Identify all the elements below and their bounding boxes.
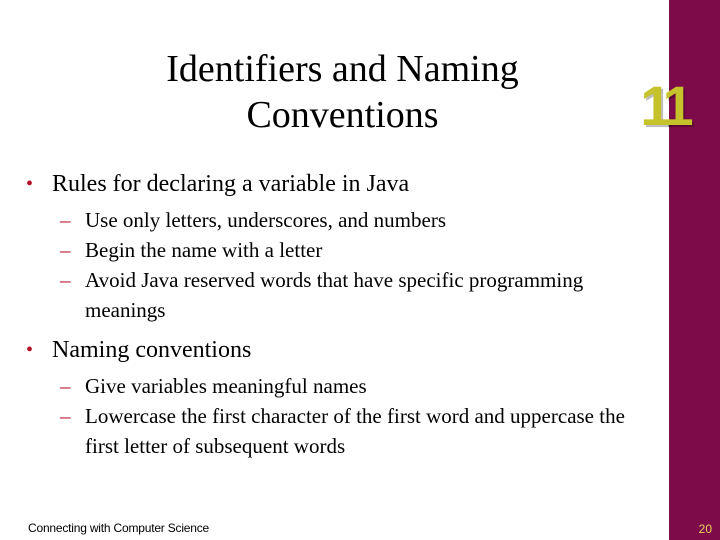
sub-list-naming: [22, 371, 662, 461]
sub-item: [22, 205, 662, 235]
footer-book-title: Connecting with Computer Science: [28, 521, 210, 535]
sub-item-text: Give variables meaningful names: [85, 374, 367, 398]
chapter-number: 11: [640, 74, 688, 137]
sub-item: [22, 235, 662, 265]
bullet-rules: [22, 167, 662, 201]
sub-item: [22, 401, 645, 461]
bullet-marker: •: [26, 339, 34, 361]
sub-marker: –: [60, 404, 71, 428]
sub-list-rules: [22, 205, 662, 325]
sub-item: [22, 265, 605, 325]
sub-marker: –: [60, 268, 71, 292]
title-line-1: Identifiers and Naming: [166, 48, 519, 90]
page-number: 20: [698, 522, 712, 536]
sub-marker: –: [60, 208, 71, 232]
sub-marker: –: [60, 374, 71, 398]
sub-item-text: Begin the name with a letter: [85, 238, 323, 262]
bullet-text: Naming conventions: [52, 337, 252, 363]
sub-marker: –: [60, 238, 71, 262]
slide-content: [22, 167, 662, 469]
slide-title: [100, 46, 585, 138]
sub-item-text: Avoid Java reserved words that have specific programming meanings: [85, 268, 584, 322]
bullet-naming: [22, 333, 662, 367]
bullet-marker: •: [26, 173, 34, 195]
title-line-2: Conventions: [246, 94, 439, 136]
sub-item: [22, 371, 662, 401]
sub-item-text: Lowercase the first character of the first word and uppercase the first letter of subsequent words: [85, 404, 625, 458]
sub-item-text: Use only letters, underscores, and numbers: [85, 208, 446, 232]
bullet-text: Rules for declaring a variable in Java: [52, 171, 410, 197]
